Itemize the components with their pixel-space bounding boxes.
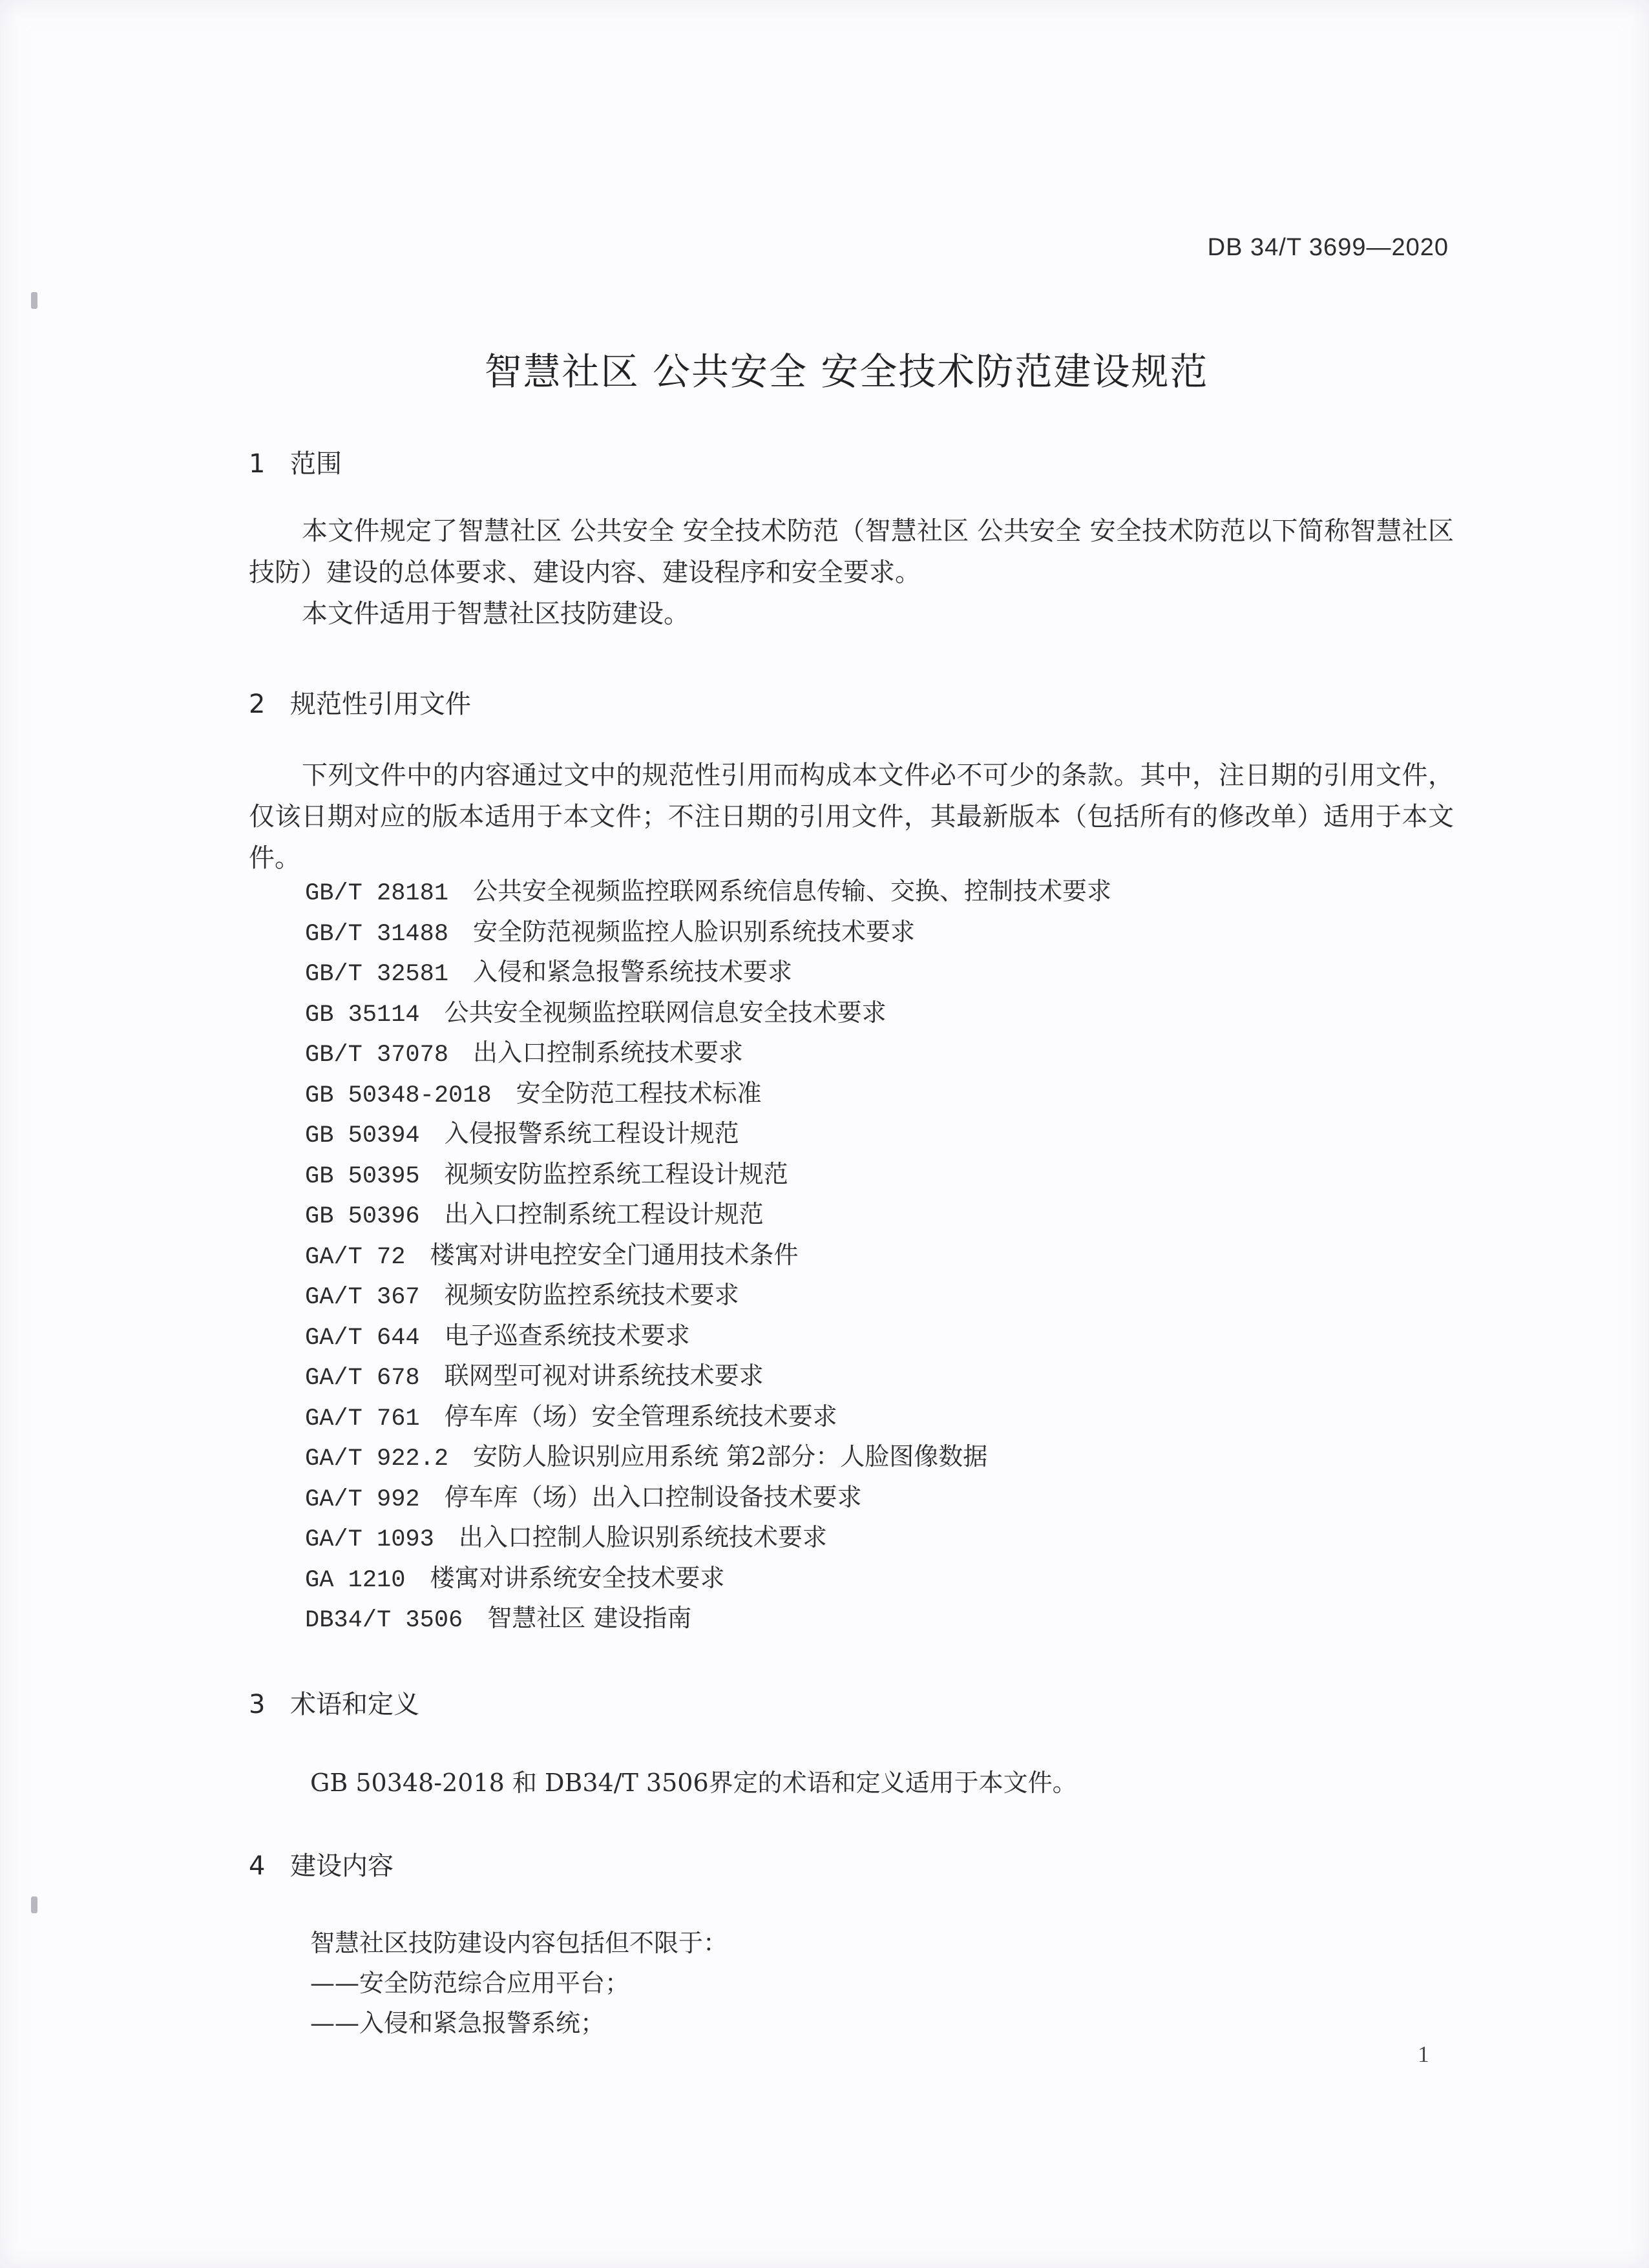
reference-code: GA/T 72 — [305, 1243, 406, 1271]
section-4-heading — [249, 1845, 394, 1882]
section-3-paragraph: GB 50348-2018 和 DB34/T 3506界定的术语和定义适用于本文件。 — [310, 1769, 1077, 1797]
paragraph: 下列文件中的内容通过文中的规范性引用而构成本文件必不可少的条款。其中，注日期的引用文件，仅该日期对应的版本适用于本文件；不注日期的引用文件，其最新版本（包括所有的修改单）适用于本文件。 — [249, 761, 1454, 873]
reference-title: 入侵和紧急报警系统技术要求 — [473, 958, 793, 986]
section-number: 4 — [249, 1851, 266, 1881]
paragraph: 本文件规定了智慧社区 公共安全 安全技术防范（智慧社区 公共安全 安全技术防范以下简称智慧社区技防）建设的总体要求、建设内容、建设程序和安全要求。 — [249, 516, 1454, 587]
reference-title: 出入口控制系统工程设计规范 — [444, 1200, 764, 1228]
reference-item — [305, 1033, 1111, 1073]
reference-title: 安全防范工程技术标准 — [516, 1078, 762, 1108]
reference-title: 视频安防监控系统工程设计规范 — [444, 1159, 788, 1188]
reference-code: GA/T 1093 — [305, 1526, 434, 1553]
reference-code: GA/T 644 — [305, 1324, 420, 1352]
reference-item — [305, 1517, 1111, 1558]
reference-title: 视频安防监控系统技术要求 — [444, 1281, 739, 1309]
reference-code: GA/T 761 — [305, 1405, 420, 1433]
reference-code: GA 1210 — [305, 1566, 406, 1594]
reference-title: 电子巡查系统技术要求 — [444, 1321, 690, 1350]
reference-item — [305, 1194, 1111, 1235]
reference-item — [305, 1436, 1111, 1477]
section-4-intro: 智慧社区技防建设内容包括但不限于： — [310, 1929, 728, 1957]
reference-item — [305, 1275, 1111, 1316]
reference-item — [305, 1316, 1111, 1356]
reference-code: GB/T 32581 — [305, 961, 449, 988]
page-number: 1 — [1418, 2041, 1429, 2067]
section-title: 范围 — [290, 449, 342, 479]
reference-code: GA/T 678 — [305, 1365, 420, 1392]
page-title: 智慧社区 公共安全 安全技术防范建设规范 — [484, 350, 1209, 394]
section-title: 术语和定义 — [290, 1690, 419, 1719]
reference-code: GB 35114 — [305, 1001, 420, 1029]
reference-title: 公共安全视频监控联网系统信息传输、交换、控制技术要求 — [473, 877, 1112, 905]
reference-code: GB/T 37078 — [305, 1042, 449, 1069]
reference-code: GB 50394 — [305, 1122, 420, 1150]
reference-title: 智慧社区 建设指南 — [487, 1604, 692, 1632]
reference-item — [305, 1154, 1111, 1195]
reference-title: 入侵报警系统工程设计规范 — [444, 1119, 739, 1148]
section-1-heading — [249, 443, 342, 480]
reference-item — [305, 1396, 1111, 1437]
binding-mark — [31, 292, 37, 309]
section-number: 1 — [249, 449, 266, 479]
reference-code: GA/T 992 — [305, 1486, 420, 1513]
reference-item — [305, 1235, 1111, 1276]
section-2-heading — [249, 684, 471, 720]
section-title: 规范性引用文件 — [290, 689, 471, 719]
reference-code: DB34/T 3506 — [305, 1607, 463, 1634]
reference-item — [305, 871, 1111, 912]
reference-item — [305, 992, 1111, 1033]
reference-title: 联网型可视对讲系统技术要求 — [444, 1361, 764, 1390]
reference-item — [305, 1113, 1111, 1154]
reference-title: 公共安全视频监控联网信息安全技术要求 — [444, 998, 887, 1027]
section-1-body — [249, 510, 1454, 635]
reference-title: 安全防范视频监控人脸识别系统技术要求 — [473, 917, 916, 946]
section-2-body — [249, 755, 1454, 879]
section-3-heading — [249, 1684, 419, 1721]
reference-title: 楼寓对讲电控安全门通用技术条件 — [430, 1240, 799, 1269]
section-title: 建设内容 — [290, 1851, 394, 1881]
reference-code: GB/T 28181 — [305, 880, 449, 907]
document-code: DB 34/T 3699—2020 — [1207, 234, 1449, 261]
binding-mark — [31, 1896, 37, 1913]
reference-code: GA/T 922.2 — [305, 1445, 449, 1473]
reference-code: GB/T 31488 — [305, 920, 449, 948]
list-item: ——入侵和紧急报警系统； — [310, 2009, 605, 2037]
reference-code: GA/T 367 — [305, 1284, 420, 1311]
reference-title: 安防人脸识别应用系统 第2部分：人脸图像数据 — [473, 1442, 988, 1471]
section-number: 2 — [249, 689, 266, 719]
reference-title: 楼寓对讲系统安全技术要求 — [430, 1563, 725, 1592]
reference-code: GB 50396 — [305, 1203, 420, 1230]
reference-item — [305, 1073, 1111, 1114]
reference-item — [305, 912, 1111, 952]
reference-code: GB 50348-2018 — [305, 1082, 492, 1109]
list-item: ——安全防范综合应用平台； — [310, 1969, 630, 1997]
reference-code: GB 50395 — [305, 1162, 420, 1190]
reference-item — [305, 1356, 1111, 1396]
reference-item — [305, 1477, 1111, 1518]
reference-item — [305, 952, 1111, 992]
reference-list — [305, 871, 1111, 1639]
reference-title: 出入口控制系统技术要求 — [473, 1038, 744, 1067]
reference-item — [305, 1558, 1111, 1599]
reference-title: 停车库（场）出入口控制设备技术要求 — [444, 1482, 862, 1511]
paragraph: 本文件适用于智慧社区技防建设。 — [302, 599, 689, 629]
reference-title: 出入口控制人脸识别系统技术要求 — [458, 1523, 827, 1551]
reference-item — [305, 1598, 1111, 1639]
section-number: 3 — [249, 1690, 266, 1719]
reference-title: 停车库（场）安全管理系统技术要求 — [444, 1402, 837, 1431]
